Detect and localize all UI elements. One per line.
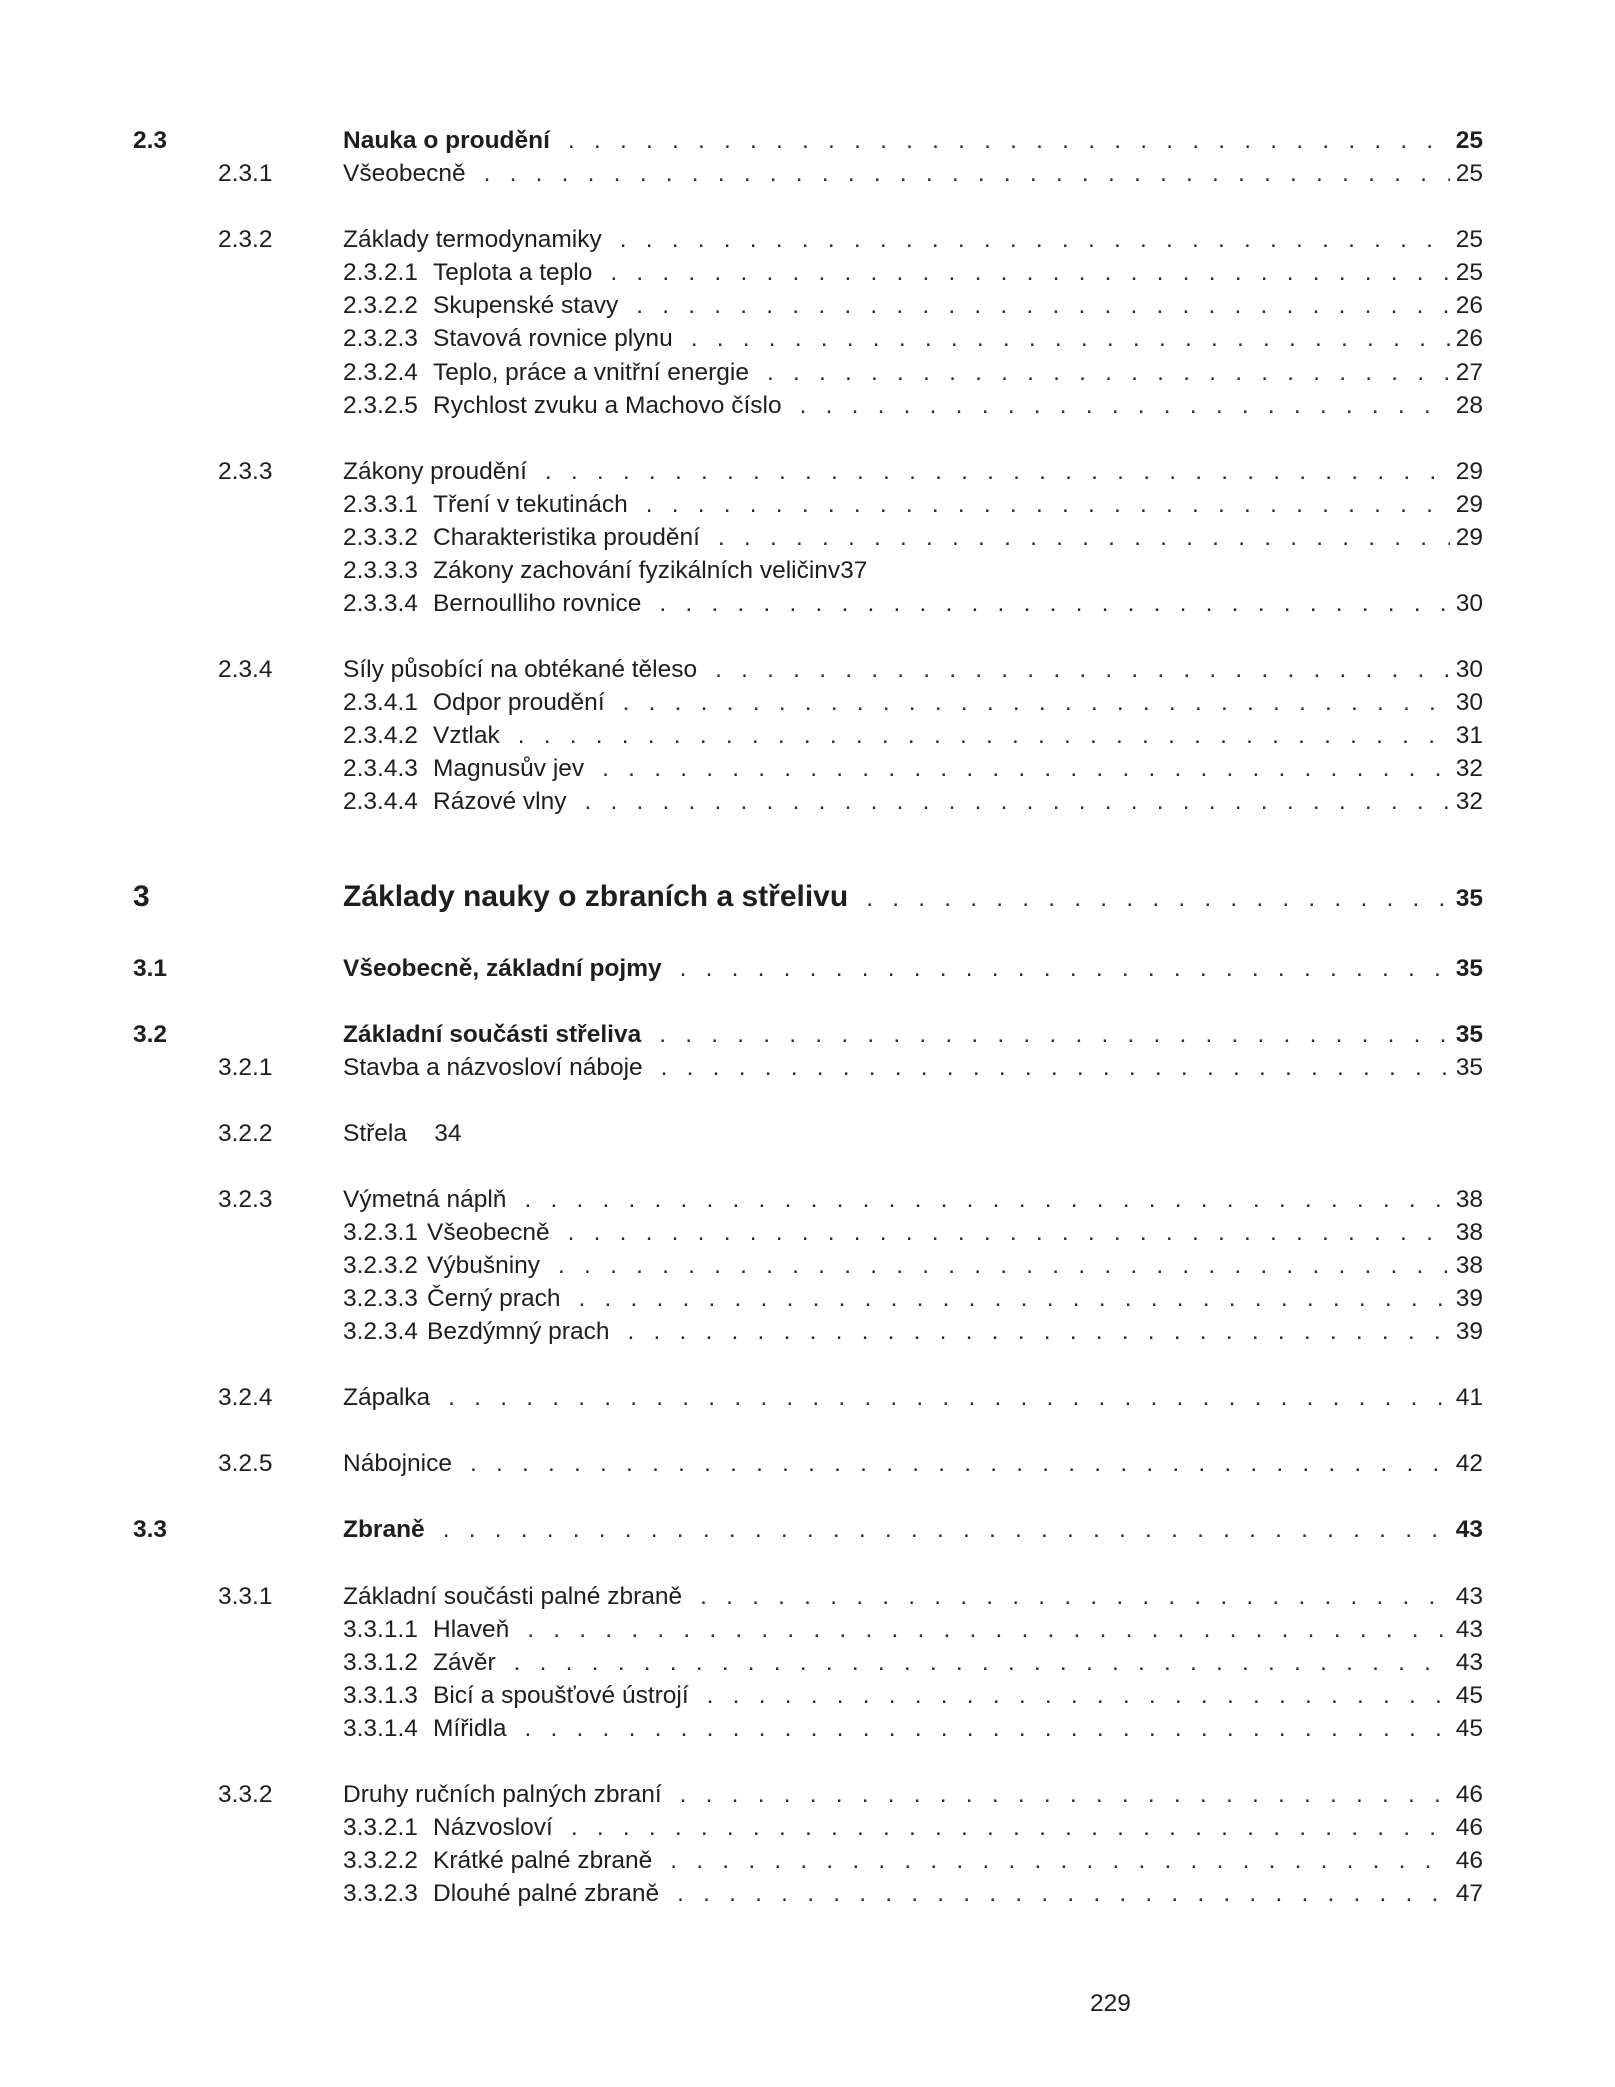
toc-entry-title <box>343 389 782 423</box>
toc-entry-title: Nauka o proudění <box>343 127 550 154</box>
toc-entry-leader <box>448 1381 1450 1415</box>
toc-entry[interactable] <box>0 289 1615 323</box>
toc-entry-title: Zákony proudění <box>343 458 527 485</box>
toc-entry-title: Základní součásti střeliva <box>343 1021 642 1048</box>
toc-entry-title <box>343 356 749 390</box>
toc-entry-title-text: Rychlost zvuku a Machovo číslo <box>433 392 782 419</box>
toc-entry-title <box>343 1216 550 1250</box>
toc-entry-page: 42 <box>1455 1450 1483 1477</box>
toc-entry[interactable] <box>0 686 1615 720</box>
toc-entry-page: 30 <box>1455 656 1483 683</box>
toc-entry-number: 2.3.2.5 <box>343 392 418 419</box>
toc-entry-leader <box>578 1282 1449 1316</box>
toc-entry-page: 46 <box>1455 1814 1483 1841</box>
toc-entry[interactable] <box>0 1613 1615 1647</box>
toc-entry-number: 3.2 <box>133 1021 168 1048</box>
toc-entry[interactable] <box>0 1712 1615 1746</box>
toc-entry-number: 2.3.3.4 <box>343 590 418 617</box>
toc-entry-title <box>343 1282 560 1316</box>
toc-entry-number: 3.3.2.1 <box>343 1814 418 1841</box>
toc-entry-leader <box>568 1216 1450 1250</box>
toc-entry-leader <box>558 1249 1450 1283</box>
toc-entry-number: 3.1 <box>133 955 168 982</box>
toc-entry-leader <box>545 455 1450 489</box>
toc-entry-page: 31 <box>1455 722 1483 749</box>
toc-entry-title-text: Charakteristika proudění <box>433 524 700 551</box>
toc-entry-leader <box>707 1679 1450 1713</box>
toc-entry-leader <box>670 1844 1449 1878</box>
toc-entry-title <box>343 322 673 356</box>
toc-entry-number: 2.3.2.4 <box>343 359 418 386</box>
toc-entry[interactable] <box>0 157 1615 191</box>
toc-entry[interactable] <box>0 455 1615 489</box>
toc-entry-title-text: Vztlak <box>433 722 500 749</box>
toc-entry-page: 29 <box>1455 491 1483 518</box>
toc-entry-leader <box>610 256 1449 290</box>
toc-entry[interactable] <box>0 1381 1615 1415</box>
toc-entry-leader <box>646 488 1450 522</box>
toc-entry[interactable] <box>0 752 1615 786</box>
toc-entry-page: 25 <box>1455 160 1483 187</box>
toc-entry[interactable] <box>0 389 1615 423</box>
toc-entry-title <box>343 1249 540 1283</box>
toc-entry-title: Základy termodynamiky <box>343 226 602 253</box>
toc-entry-title-text: Bezdýmný prach <box>427 1318 610 1345</box>
toc-entry-number: 3.3.2 <box>218 1781 273 1808</box>
toc-entry[interactable] <box>0 223 1615 257</box>
toc-entry-leader <box>691 322 1450 356</box>
toc-entry[interactable] <box>0 1183 1615 1217</box>
toc-entry-title <box>343 289 618 323</box>
toc-entry-leader <box>527 1613 1449 1647</box>
toc-entry-title <box>343 557 867 584</box>
toc-entry-leader <box>659 1018 1450 1052</box>
toc-entry-page: 45 <box>1455 1715 1483 1742</box>
toc-entry-title: Výmetná náplň <box>343 1186 507 1213</box>
toc-entry-title-text: Mířidla <box>433 1715 507 1742</box>
toc-entry-page: 39 <box>1455 1318 1483 1345</box>
toc-entry-title-text: Hlaveň <box>433 1616 510 1643</box>
toc-entry-title-text: Rázové vlny <box>433 788 567 815</box>
toc-entry-number: 3.2.4 <box>218 1384 273 1411</box>
toc-entry-page: 45 <box>1455 1682 1483 1709</box>
toc-entry-leader <box>636 289 1450 323</box>
toc-entry-title <box>343 488 628 522</box>
toc-entry-title-text: Teplota a teplo <box>433 259 593 286</box>
toc-entry-number: 3 <box>133 880 150 913</box>
toc-entry-page: 46 <box>1455 1781 1483 1808</box>
toc-entry-title: Všeobecně <box>343 160 466 187</box>
toc-entry-page: 43 <box>1455 1649 1483 1676</box>
toc-entry-title <box>343 785 566 819</box>
toc-entry-number: 3.3.2.3 <box>343 1880 418 1907</box>
toc-entry[interactable] <box>0 1679 1615 1713</box>
toc-entry[interactable] <box>0 1315 1615 1349</box>
toc-entry[interactable] <box>0 1778 1615 1812</box>
toc-entry-title <box>343 521 700 555</box>
toc-entry-page: 25 <box>1455 127 1483 154</box>
toc-entry-title: Základní součásti palné zbraně <box>343 1583 683 1610</box>
toc-entry-number: 3.2.5 <box>218 1450 273 1477</box>
toc-entry-page: 38 <box>1455 1252 1483 1279</box>
toc-entry-number: 2.3.4 <box>218 656 273 683</box>
toc-entry-number: 2.3.2 <box>218 226 273 253</box>
toc-entry-number: 2.3.2.2 <box>343 292 418 319</box>
toc-entry-title <box>343 1877 659 1911</box>
toc-entry-page: 35 <box>1455 885 1483 912</box>
toc-entry[interactable] <box>0 1877 1615 1911</box>
toc-entry-title <box>343 752 584 786</box>
toc-entry-page: 39 <box>1455 1285 1483 1312</box>
toc-entry-title-text: Skupenské stavy <box>433 292 619 319</box>
toc-entry-page: 32 <box>1455 755 1483 782</box>
toc-entry-number: 3.2.2 <box>218 1120 273 1147</box>
toc-entry[interactable] <box>0 719 1615 753</box>
toc-entry-leader <box>514 1646 1450 1680</box>
toc-entry-title <box>343 1679 689 1713</box>
toc-entry-page: 38 <box>1455 1186 1483 1213</box>
toc-entry-page: 25 <box>1455 226 1483 253</box>
toc-entry-leader <box>602 752 1450 786</box>
toc-entry[interactable] <box>0 587 1615 621</box>
toc-entry-title-text: Magnusův jev <box>433 755 585 782</box>
toc-entry[interactable] <box>0 1513 1615 1547</box>
toc-entry-number: 2.3.3.2 <box>343 524 418 551</box>
toc-entry-leader <box>680 1778 1450 1812</box>
toc-entry-title <box>343 1613 509 1647</box>
toc-entry-title: Základy nauky o zbraních a střelivu <box>343 880 849 913</box>
toc-entry-leader <box>571 1811 1450 1845</box>
toc-entry-page: 27 <box>1455 359 1483 386</box>
toc-entry-number: 3.2.3 <box>218 1186 273 1213</box>
toc-entry[interactable] <box>0 875 1615 919</box>
toc-entry[interactable] <box>0 1282 1615 1316</box>
toc-entry[interactable] <box>0 653 1615 687</box>
toc-entry-title: Nábojnice <box>343 1450 452 1477</box>
toc-entry-number: 2.3 <box>133 127 168 154</box>
toc-entry-page: 32 <box>1455 788 1483 815</box>
toc-entry-leader <box>524 1183 1449 1217</box>
toc-entry-number: 2.3.1 <box>218 160 273 187</box>
toc-entry[interactable] <box>0 952 1615 986</box>
toc-entry-title-text: Odpor proudění <box>433 689 605 716</box>
toc-entry[interactable] <box>0 488 1615 522</box>
toc-entry-number: 3.3.1.2 <box>343 1649 418 1676</box>
toc-entry[interactable] <box>0 1216 1615 1250</box>
toc-entry-page: 29 <box>1455 524 1483 551</box>
toc-entry-leader <box>680 952 1450 986</box>
toc-entry-number: 3.3.1.4 <box>343 1715 418 1742</box>
toc-entry-number: 3.2.3.2 <box>343 1252 418 1279</box>
toc-entry[interactable] <box>0 1051 1615 1085</box>
toc-entry-title-text: Dlouhé palné zbraně <box>433 1880 660 1907</box>
toc-entry-title-text: Výbušniny <box>427 1252 541 1279</box>
toc-entry-title-text: Tření v tekutinách <box>433 491 628 518</box>
toc-entry-title <box>343 686 605 720</box>
toc-entry-title <box>343 1646 496 1680</box>
toc-entry[interactable] <box>0 1018 1615 1052</box>
toc-entry-leader <box>677 1877 1450 1911</box>
toc-entry-title: Střela 34 <box>343 1120 462 1147</box>
toc-entry[interactable] <box>0 1646 1615 1680</box>
toc-entry-leader <box>661 1051 1450 1085</box>
toc-entry-number: 2.3.4.4 <box>343 788 418 815</box>
toc-entry[interactable] <box>0 1844 1615 1878</box>
toc-entry-page: 25 <box>1455 259 1483 286</box>
toc-entry-title: Síly působící na obtékané těleso <box>343 656 698 683</box>
toc-entry-title-text: Zákony zachování fyzikálních veličinv37 <box>433 557 868 584</box>
toc-entry-number: 3.2.3.3 <box>343 1285 418 1312</box>
toc-entry-title <box>343 1712 507 1746</box>
toc-entry-number: 2.3.4.3 <box>343 755 418 782</box>
toc-entry-title: Zápalka <box>343 1384 431 1411</box>
toc-entry-page: 38 <box>1455 1219 1483 1246</box>
toc-entry-number: 3.3.1.1 <box>343 1616 418 1643</box>
toc-entry-page: 47 <box>1455 1880 1483 1907</box>
toc-entry-number: 2.3.3.3 <box>343 557 418 584</box>
toc-entry[interactable] <box>0 785 1615 819</box>
toc-entry[interactable] <box>0 1117 1615 1151</box>
toc-entry-number: 3.3.1.3 <box>343 1682 418 1709</box>
toc-entry-title <box>343 719 500 753</box>
toc-entry-leader <box>620 223 1450 257</box>
toc-entry-title-text: Stavová rovnice plynu <box>433 325 673 352</box>
toc-entry-title <box>343 587 641 621</box>
toc-entry-title <box>343 256 592 290</box>
toc-entry-number: 2.3.3.1 <box>343 491 418 518</box>
page-number-text: 229 <box>1090 1990 1131 2017</box>
toc-entry-page: 30 <box>1455 590 1483 617</box>
toc-entry-page: 43 <box>1455 1516 1483 1543</box>
toc-entry-title-text: Černý prach <box>427 1285 561 1312</box>
toc-entry-page: 46 <box>1455 1847 1483 1874</box>
toc-entry-leader <box>700 1580 1450 1614</box>
toc-entry[interactable] <box>0 554 1615 588</box>
toc-entry[interactable] <box>0 322 1615 356</box>
toc-entry-page: 26 <box>1455 292 1483 319</box>
toc-entry-page: 41 <box>1455 1384 1483 1411</box>
toc-entry[interactable] <box>0 256 1615 290</box>
toc-entry-number: 3.2.3.1 <box>343 1219 418 1246</box>
toc-entry-leader <box>518 719 1450 753</box>
toc-entry-title: Stavba a názvosloví náboje <box>343 1054 643 1081</box>
toc-entry-number: 2.3.2.1 <box>343 259 418 286</box>
toc-entry-title-text: Krátké palné zbraně <box>433 1847 653 1874</box>
toc-entry-number: 2.3.4.2 <box>343 722 418 749</box>
toc-entry-number: 3.3 <box>133 1516 168 1543</box>
toc-entry-leader <box>659 587 1449 621</box>
toc-entry-leader <box>627 1315 1449 1349</box>
toc-entry-leader <box>623 686 1450 720</box>
toc-entry-leader <box>484 157 1450 191</box>
toc-entry[interactable] <box>0 1580 1615 1614</box>
toc-entry-page: 35 <box>1455 1054 1483 1081</box>
toc-entry-title <box>343 1844 652 1878</box>
toc-entry-title-text: Teplo, práce a vnitřní energie <box>433 359 749 386</box>
toc-entry[interactable] <box>0 521 1615 555</box>
toc-entry-leader <box>800 389 1450 423</box>
toc-entry-number: 3.3.1 <box>218 1583 273 1610</box>
toc-entry-title-text: Bernoulliho rovnice <box>433 590 642 617</box>
toc-entry-leader <box>718 521 1450 555</box>
toc-entry-page: 43 <box>1455 1583 1483 1610</box>
toc-entry-title: Druhy ručních palných zbraní <box>343 1781 662 1808</box>
toc-entry-title: Všeobecně, základní pojmy <box>343 955 662 982</box>
toc-entry-title: Zbraně <box>343 1516 425 1543</box>
toc-entry-number: 3.2.3.4 <box>343 1318 418 1345</box>
toc-entry[interactable] <box>0 1249 1615 1283</box>
toc-entry-leader <box>470 1447 1450 1481</box>
toc-entry-leader <box>525 1712 1450 1746</box>
toc-entry[interactable] <box>0 356 1615 390</box>
toc-entry[interactable] <box>0 1811 1615 1845</box>
toc-entry-number: 3.3.2.2 <box>343 1847 418 1874</box>
toc-entry[interactable] <box>0 1447 1615 1481</box>
toc-entry-page: 29 <box>1455 458 1483 485</box>
toc-entry-page: 30 <box>1455 689 1483 716</box>
toc-entry-page: 35 <box>1455 1021 1483 1048</box>
toc-entry-leader <box>443 1513 1450 1547</box>
toc-entry-page: 26 <box>1455 325 1483 352</box>
toc-entry-leader <box>584 785 1449 819</box>
toc-entry-leader <box>568 124 1450 158</box>
toc-entry-title <box>343 1315 609 1349</box>
toc-entry-title-text: Názvosloví <box>433 1814 553 1841</box>
toc-entry-page: 28 <box>1455 392 1483 419</box>
toc-entry-number: 2.3.3 <box>218 458 273 485</box>
toc-entry-page: 43 <box>1455 1616 1483 1643</box>
toc-entry-title <box>343 1811 553 1845</box>
toc-entry-leader <box>866 877 1450 921</box>
toc-entry-page: 35 <box>1455 955 1483 982</box>
toc-entry[interactable] <box>0 124 1615 158</box>
toc-entry-title-text: Bicí a spoušťové ústrojí <box>433 1682 689 1709</box>
toc-entry-title-text: Všeobecně <box>427 1219 550 1246</box>
toc-entry-title-text: Závěr <box>433 1649 496 1676</box>
toc-entry-number: 2.3.4.1 <box>343 689 418 716</box>
toc-entry-leader <box>715 653 1450 687</box>
toc-entry-number: 3.2.1 <box>218 1054 273 1081</box>
toc-entry-leader <box>767 356 1450 390</box>
toc-entry-number: 2.3.2.3 <box>343 325 418 352</box>
